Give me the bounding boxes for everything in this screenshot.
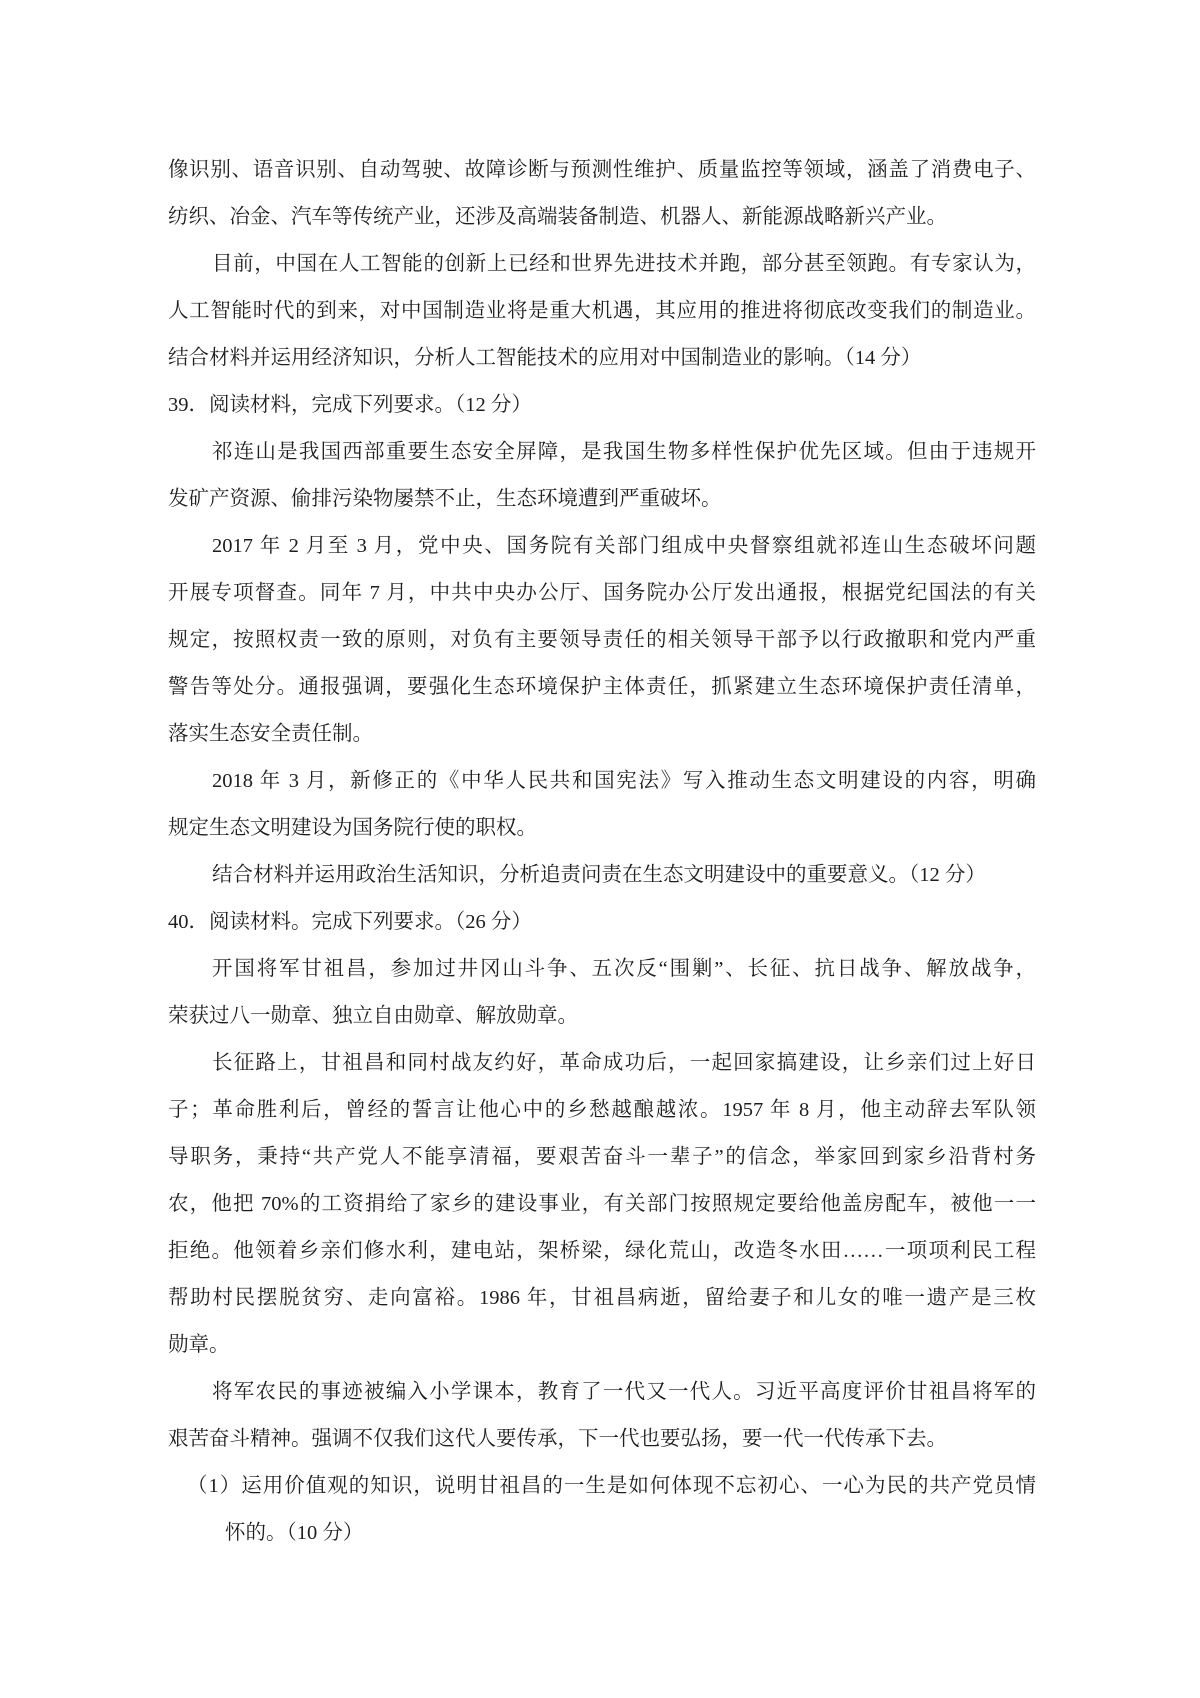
paragraph-line: 勋章。: [168, 1334, 230, 1356]
paragraph-line: 规定生态文明建设为国务院行使的职权。: [168, 817, 537, 839]
paragraph-line: 长征路上，甘祖昌和同村战友约好，革命成功后，一起回家搞建设，让乡亲们过上好日: [212, 1052, 1036, 1074]
paragraph-line: 2018 年 3 月，新修正的《中华人民共和国宪法》写入推动生态文明建设的内容，明确: [212, 770, 1036, 792]
question-40-header: 40．阅读材料。完成下列要求。（26 分）: [168, 911, 532, 933]
paragraph-line: 结合材料并运用政治生活知识，分析追责问责在生态文明建设中的重要意义。（12 分）: [212, 864, 986, 886]
paragraph-line: 警告等处分。通报强调，要强化生态环境保护主体责任，抓紧建立生态环境保护责任清单，: [168, 676, 1036, 698]
paragraph-line: 规定，按照权责一致的原则，对负有主要领导责任的相关领导干部予以行政撤职和党内严重: [168, 629, 1036, 651]
paragraph-line: 2017 年 2 月至 3 月，党中央、国务院有关部门组成中央督察组就祁连山生态破坏问题: [212, 535, 1036, 557]
paragraph-line: 落实生态安全责任制。: [168, 723, 373, 745]
paragraph-line: 帮助村民摆脱贫穷、走向富裕。1986 年，甘祖昌病逝，留给妻子和儿女的唯一遗产是三枚: [168, 1287, 1036, 1309]
paragraph-line: 开国将军甘祖昌，参加过井冈山斗争、五次反“围剿”、长征、抗日战争、解放战争，: [212, 958, 1036, 980]
paragraph-line: 纺织、冶金、汽车等传统产业，还涉及高端装备制造、机器人、新能源战略新兴产业。: [168, 206, 947, 228]
paragraph-line: 像识别、语音识别、自动驾驶、故障诊断与预测性维护、质量监控等领域，涵盖了消费电子、: [168, 159, 1036, 181]
paragraph-line: 发矿产资源、偷排污染物屡禁不止，生态环境遭到严重破坏。: [168, 488, 722, 510]
paragraph-line: 将军农民的事迹被编入小学课本，教育了一代又一代人。习近平高度评价甘祖昌将军的: [212, 1381, 1036, 1403]
paragraph-line: 开展专项督查。同年 7 月，中共中央办公厅、国务院办公厅发出通报，根据党纪国法的有关: [168, 582, 1036, 604]
paragraph-line: 人工智能时代的到来，对中国制造业将是重大机遇，其应用的推进将彻底改变我们的制造业。: [168, 300, 1036, 322]
paragraph-line: 荣获过八一勋章、独立自由勋章、解放勋章。: [168, 1005, 578, 1027]
paragraph-line: 农，他把 70%的工资捐给了家乡的建设事业，有关部门按照规定要给他盖房配车，被他一一: [168, 1193, 1036, 1215]
paragraph-line: 导职务，秉持“共产党人不能享清福，要艰苦奋斗一辈子”的信念，举家回到家乡沿背村务: [168, 1146, 1036, 1168]
paragraph-line: 拒绝。他领着乡亲们修水利，建电站，架桥梁，绿化荒山，改造冬水田……一项项利民工程: [168, 1240, 1036, 1262]
question-39-header: 39．阅读材料，完成下列要求。（12 分）: [168, 394, 532, 416]
document-body: [168, 147, 1036, 1557]
paragraph-line: 子；革命胜利后，曾经的誓言让他心中的乡愁越酿越浓。1957 年 8 月，他主动辞去军队领: [168, 1099, 1036, 1121]
paragraph-line: 结合材料并运用经济知识，分析人工智能技术的应用对中国制造业的影响。（14 分）: [168, 347, 922, 369]
paragraph-line: 艰苦奋斗精神。强调不仅我们这代人要传承，下一代也要弘扬，要一代一代传承下去。: [168, 1428, 947, 1450]
sub-question-1-line: （1）运用价值观的知识，说明甘祖昌的一生是如何体现不忘初心、一心为民的共产党员情: [187, 1475, 1036, 1497]
paragraph-line: 祁连山是我国西部重要生态安全屏障，是我国生物多样性保护优先区域。但由于违规开: [212, 441, 1036, 463]
sub-question-1-line: 怀的。（10 分）: [225, 1522, 364, 1544]
paragraph-line: 目前，中国在人工智能的创新上已经和世界先进技术并跑，部分甚至领跑。有专家认为，: [212, 253, 1036, 275]
